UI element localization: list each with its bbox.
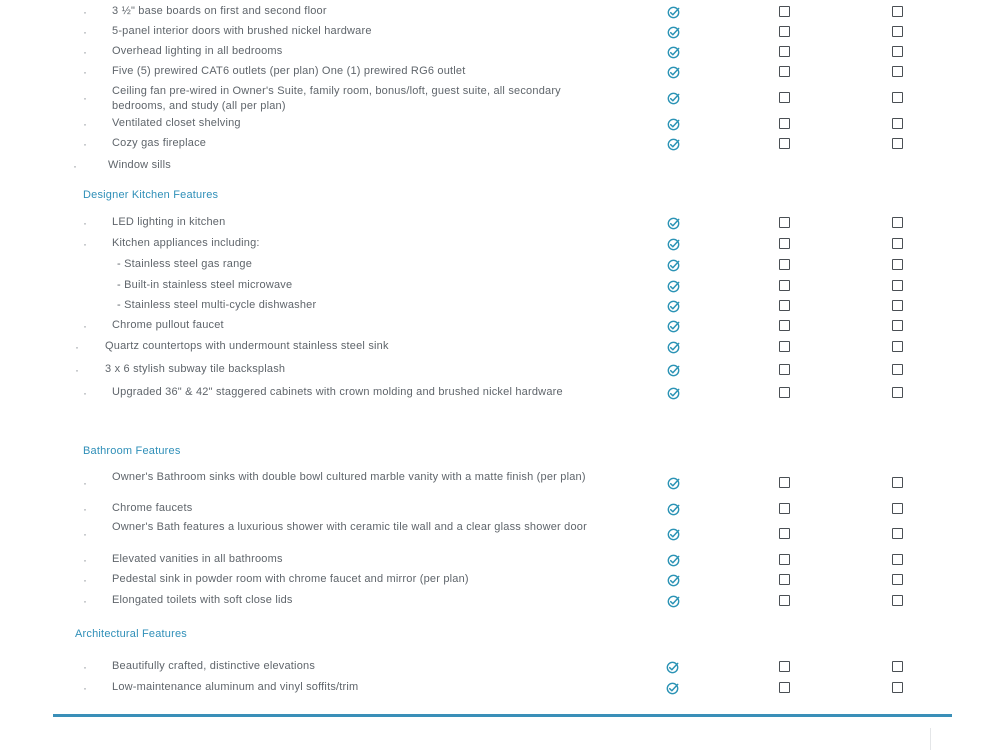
feature-label: 3 ½" base boards on first and second floor (112, 5, 327, 17)
feature-label: Beautifully crafted, distinctive elevations (112, 660, 316, 672)
feature-label: Elongated toilets with soft close lids (112, 594, 293, 606)
option-checkbox-2[interactable] (779, 477, 790, 488)
check-circle-icon (667, 46, 680, 59)
option-checkbox-3[interactable] (892, 26, 903, 37)
option-checkbox-3[interactable] (892, 682, 903, 693)
bullet-glyph: · (73, 159, 77, 173)
option-checkbox-3[interactable] (892, 66, 903, 77)
option-checkbox-3[interactable] (892, 118, 903, 129)
option-checkbox-2[interactable] (779, 26, 790, 37)
check-circle-icon (667, 238, 680, 251)
option-checkbox-2[interactable] (779, 138, 790, 149)
bullet-glyph: · (83, 45, 87, 59)
bullet-glyph: · (83, 681, 87, 695)
option-checkbox-3[interactable] (892, 320, 903, 331)
check-circle-icon (667, 26, 680, 39)
check-circle-icon (667, 528, 680, 541)
option-checkbox-2[interactable] (779, 259, 790, 270)
option-checkbox-3[interactable] (892, 138, 903, 149)
bullet-glyph: · (83, 660, 87, 674)
option-checkbox-2[interactable] (779, 217, 790, 228)
option-checkbox-2[interactable] (779, 528, 790, 539)
bullet-glyph: · (83, 319, 87, 333)
option-checkbox-3[interactable] (892, 341, 903, 352)
bullet-glyph: · (83, 594, 87, 608)
option-checkbox-2[interactable] (779, 503, 790, 514)
page-edge-line (930, 728, 931, 750)
check-circle-icon (667, 6, 680, 19)
option-checkbox-3[interactable] (892, 503, 903, 514)
feature-label: Quartz countertops with undermount stainless steel sink (105, 340, 389, 352)
feature-label: Low-maintenance aluminum and vinyl soffits/trim (112, 681, 359, 693)
option-checkbox-3[interactable] (892, 238, 903, 249)
bullet-glyph: · (83, 5, 87, 19)
check-circle-icon (667, 595, 680, 608)
bullet-glyph: · (83, 91, 87, 105)
feature-label: Cozy gas fireplace (112, 137, 207, 149)
option-checkbox-2[interactable] (779, 387, 790, 398)
option-checkbox-2[interactable] (779, 300, 790, 311)
option-checkbox-3[interactable] (892, 387, 903, 398)
option-checkbox-3[interactable] (892, 477, 903, 488)
bullet-glyph: · (83, 573, 87, 587)
check-circle-icon (667, 300, 680, 313)
bullet-glyph: · (75, 340, 79, 354)
option-checkbox-3[interactable] (892, 364, 903, 375)
feature-label: Chrome pullout faucet (112, 319, 224, 331)
feature-label: 3 x 6 stylish subway tile backsplash (105, 363, 286, 375)
check-circle-icon (667, 574, 680, 587)
option-checkbox-2[interactable] (779, 574, 790, 585)
check-circle-icon (667, 259, 680, 272)
check-circle-icon (666, 682, 679, 695)
section-heading: Bathroom Features (83, 445, 181, 457)
option-checkbox-3[interactable] (892, 217, 903, 228)
feature-label: Window sills (108, 159, 171, 171)
check-circle-icon (667, 341, 680, 354)
bullet-glyph: · (83, 386, 87, 400)
option-checkbox-2[interactable] (779, 320, 790, 331)
check-circle-icon (667, 320, 680, 333)
check-circle-icon (667, 138, 680, 151)
feature-label: Elevated vanities in all bathrooms (112, 553, 283, 565)
check-circle-icon (667, 387, 680, 400)
bullet-glyph: · (83, 527, 87, 541)
feature-sub-item-label: - Stainless steel gas range (117, 258, 253, 270)
option-checkbox-3[interactable] (892, 46, 903, 57)
feature-label: Owner's Bathroom sinks with double bowl cultured marble vanity with a matte finish (per plan) (112, 471, 586, 483)
check-circle-icon (667, 477, 680, 490)
option-checkbox-3[interactable] (892, 595, 903, 606)
bullet-glyph: · (83, 117, 87, 131)
feature-label: Chrome faucets (112, 502, 193, 514)
bullet-glyph: · (75, 363, 79, 377)
option-checkbox-3[interactable] (892, 528, 903, 539)
feature-label: Ceiling fan pre-wired in Owner's Suite, family room, bonus/loft, guest suite, all secondary bedrooms, and study (all per plan) (112, 85, 561, 112)
option-checkbox-3[interactable] (892, 280, 903, 291)
check-circle-icon (667, 280, 680, 293)
feature-sub-item-label: - Built-in stainless steel microwave (117, 279, 293, 291)
check-circle-icon (666, 661, 679, 674)
check-circle-icon (667, 92, 680, 105)
section-heading: Designer Kitchen Features (83, 189, 219, 201)
option-checkbox-2[interactable] (779, 280, 790, 291)
bullet-glyph: · (83, 502, 87, 516)
option-checkbox-2[interactable] (779, 364, 790, 375)
option-checkbox-2[interactable] (779, 682, 790, 693)
feature-sub-item-label: - Stainless steel multi-cycle dishwasher (117, 299, 317, 311)
option-checkbox-3[interactable] (892, 554, 903, 565)
feature-label: Owner's Bath features a luxurious shower with ceramic tile wall and a clear glass shower door (112, 521, 587, 533)
check-circle-icon (667, 217, 680, 230)
option-checkbox-3[interactable] (892, 574, 903, 585)
bullet-glyph: · (83, 216, 87, 230)
bullet-glyph: · (83, 476, 87, 490)
bullet-glyph: · (83, 237, 87, 251)
check-circle-icon (667, 118, 680, 131)
option-checkbox-3[interactable] (892, 661, 903, 672)
feature-label: Five (5) prewired CAT6 outlets (per plan) One (1) prewired RG6 outlet (112, 65, 466, 77)
bullet-glyph: · (83, 25, 87, 39)
option-checkbox-2[interactable] (779, 595, 790, 606)
option-checkbox-2[interactable] (779, 46, 790, 57)
feature-label: Upgraded 36" & 42" staggered cabinets with crown molding and brushed nickel hardware (112, 386, 563, 398)
option-checkbox-3[interactable] (892, 6, 903, 17)
feature-label: Pedestal sink in powder room with chrome faucet and mirror (per plan) (112, 573, 469, 585)
bullet-glyph: · (83, 137, 87, 151)
section-heading: Architectural Features (75, 628, 187, 640)
option-checkbox-2[interactable] (779, 66, 790, 77)
option-checkbox-2[interactable] (779, 118, 790, 129)
option-checkbox-2[interactable] (779, 238, 790, 249)
option-checkbox-3[interactable] (892, 92, 903, 103)
option-checkbox-2[interactable] (779, 92, 790, 103)
option-checkbox-2[interactable] (779, 554, 790, 565)
feature-label: LED lighting in kitchen (112, 216, 226, 228)
check-circle-icon (667, 66, 680, 79)
feature-label: Kitchen appliances including: (112, 237, 260, 249)
bullet-glyph: · (83, 553, 87, 567)
option-checkbox-2[interactable] (779, 661, 790, 672)
option-checkbox-3[interactable] (892, 300, 903, 311)
feature-label: Ventilated closet shelving (112, 117, 241, 129)
bullet-glyph: · (83, 65, 87, 79)
footer-rule (53, 714, 952, 717)
option-checkbox-3[interactable] (892, 259, 903, 270)
check-circle-icon (667, 364, 680, 377)
option-checkbox-2[interactable] (779, 341, 790, 352)
check-circle-icon (667, 503, 680, 516)
check-circle-icon (667, 554, 680, 567)
feature-label: Overhead lighting in all bedrooms (112, 45, 283, 57)
feature-label: 5-panel interior doors with brushed nickel hardware (112, 25, 372, 37)
option-checkbox-2[interactable] (779, 6, 790, 17)
